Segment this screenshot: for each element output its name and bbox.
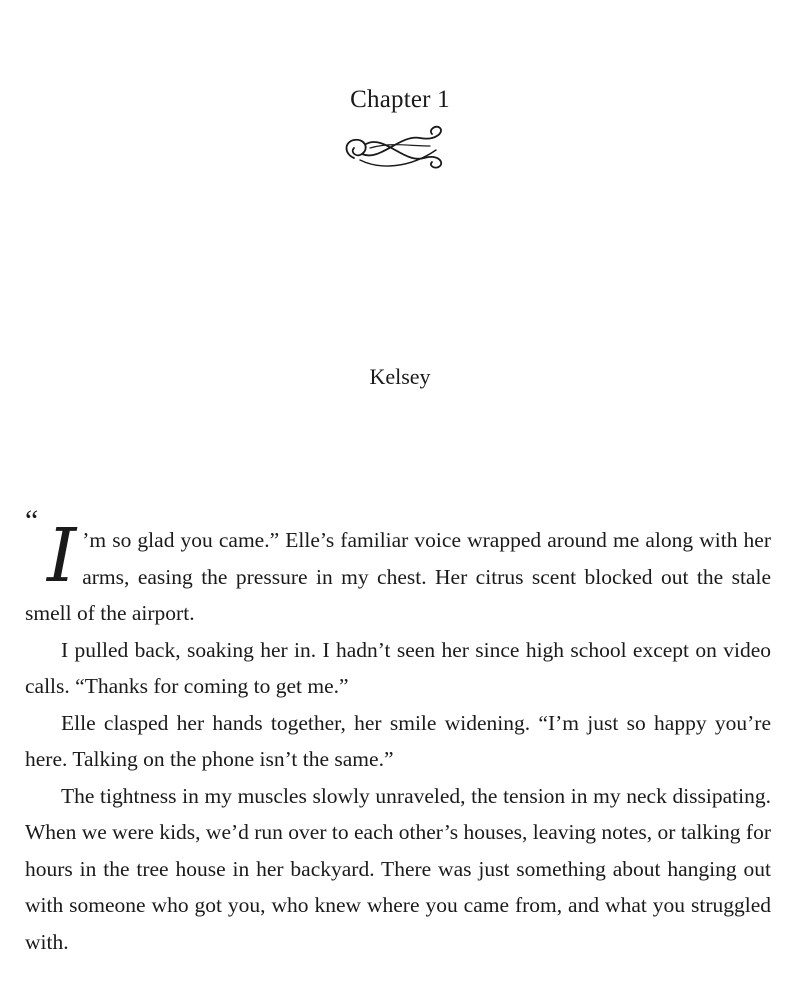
paragraph: I pulled back, soaking her in. I hadn’t seen her since high school except on video calls. “Thanks for coming to get me.” — [25, 637, 771, 698]
flourish-ornament-icon — [340, 124, 452, 174]
paragraph: The tightness in my muscles slowly unraveled, the tension in my neck dissipating. When we were kids, we’d run over to each other’s houses, leaving notes, or talking for hours in the tree house in her backyard. There was just something about hanging out with someone who got you, who knew where you came from, and what you struggled with. — [25, 783, 771, 954]
opening-quote-mark: “ — [25, 504, 39, 537]
chapter-title: Chapter 1 — [350, 86, 450, 113]
opening-paragraph-text: ’m so glad you came.” Elle’s familiar voice wrapped around me along with her arms, easing the pressure in my chest. Her citrus scent blocked out the stale smell of the airport. — [25, 528, 771, 625]
chapter-body — [25, 504, 771, 960]
opening-paragraph — [25, 513, 771, 632]
paragraph: Elle clasped her hands together, her smile widening. “I’m just so happy you’re here. Talking on the phone isn’t the same.” — [25, 710, 771, 771]
pov-heading: Kelsey — [369, 364, 431, 389]
drop-cap: I — [47, 513, 77, 599]
